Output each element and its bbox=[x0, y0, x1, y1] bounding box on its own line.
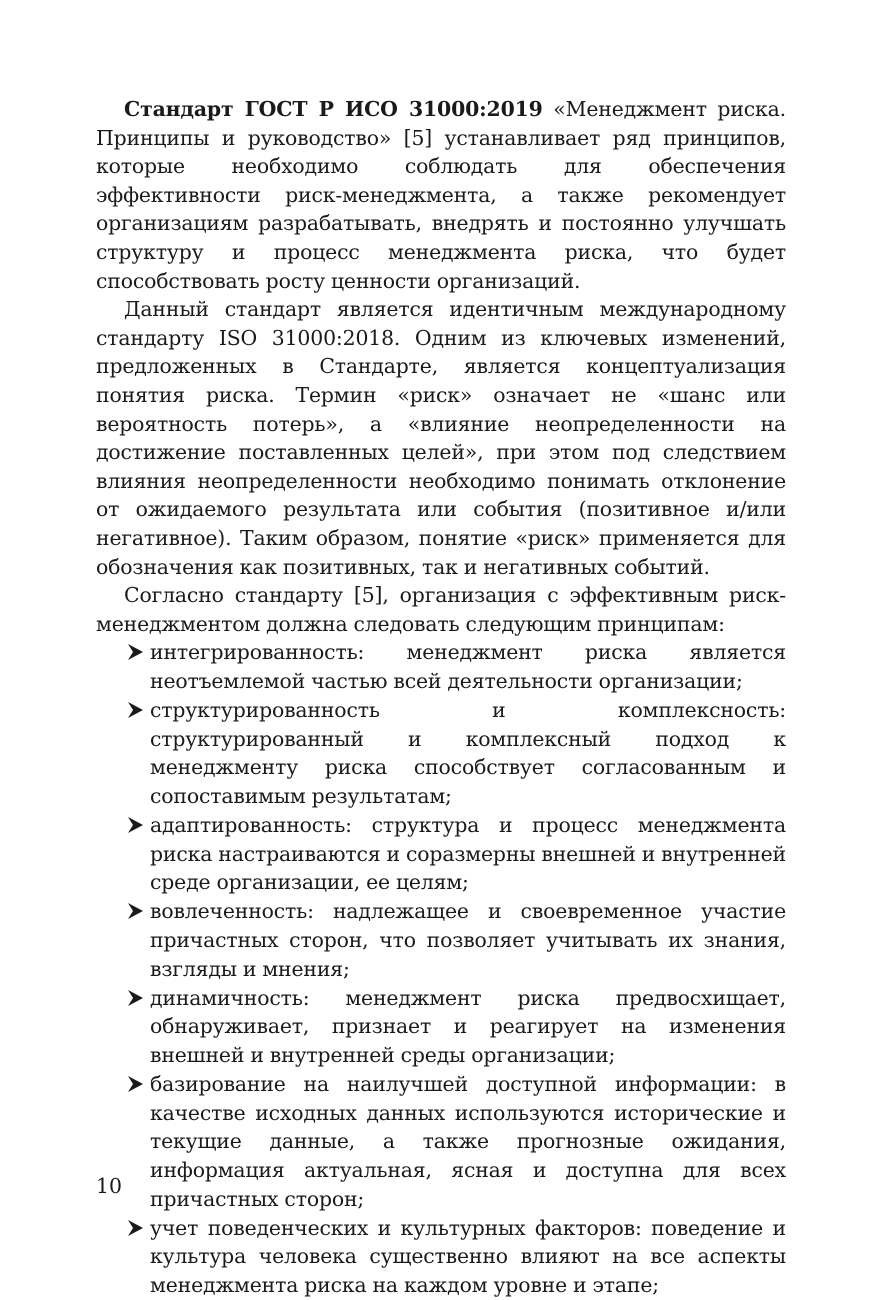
arrowhead-bullet-icon bbox=[126, 701, 146, 719]
principle-text: динамичность: менеджмент риска предвосхищает, обнаруживает, признает и реагирует на изменения внешней и внутренней среды организации; bbox=[150, 985, 786, 1067]
arrowhead-bullet-icon bbox=[126, 989, 146, 1007]
list-item bbox=[96, 638, 786, 695]
list-item bbox=[96, 984, 786, 1070]
paragraph-principles-intro: Согласно стандарту [5], организация с эффективным риск-менеджментом должна следовать следующим принципам: bbox=[96, 583, 786, 636]
principle-text: интегрированность: менеджмент риска является неотъемлемой частью всей деятельности организации; bbox=[150, 640, 786, 693]
principle-text: адаптированность: структура и процесс менеджмента риска настраиваются и соразмерны внешней и внутренней среде организации, ее целям; bbox=[150, 813, 786, 895]
list-item bbox=[96, 811, 786, 897]
standard-title: Стандарт ГОСТ Р ИСО 31000:2019 bbox=[124, 97, 543, 121]
arrowhead-bullet-icon bbox=[126, 902, 146, 920]
arrowhead-bullet-icon bbox=[126, 1075, 146, 1093]
principles-list bbox=[96, 638, 786, 1299]
list-item bbox=[96, 897, 786, 983]
principle-text: учет поведенческих и культурных факторов: поведение и культура человека существенно влияют на все аспекты менеджмента риска на каждом уровне и этапе; bbox=[150, 1215, 786, 1297]
list-item bbox=[96, 696, 786, 810]
list-item bbox=[96, 1214, 786, 1300]
list-item bbox=[96, 1070, 786, 1213]
principle-text: вовлеченность: надлежащее и своевременное участие причастных сторон, что позволяет учитывать их знания, взгляды и мнения; bbox=[150, 899, 786, 981]
paragraph-iso-identity: Данный стандарт является идентичным международному стандарту ISO 31000:2018. Одним из ключевых изменений, предложенных в Стандарте, является концептуализация понятия риска. Термин «риск» означает не «шанс или вероятность потерь», а «влияние неопределенности на достижение поставленных целей», при этом под следствием влияния неопределенности необходимо понимать отклонение от ожидаемого результата или события (позитивное и/или негативное). Таким образом, понятие «риск» применяется для обозначения как позитивных, так и негативных событий. bbox=[96, 297, 786, 579]
arrowhead-bullet-icon bbox=[126, 816, 146, 834]
arrowhead-bullet-icon bbox=[126, 1219, 146, 1237]
paragraph-gost-standard bbox=[96, 95, 786, 295]
page-body bbox=[96, 95, 786, 1300]
page-number: 10 bbox=[96, 1174, 122, 1198]
paragraph-1-text: «Менеджмент риска. Принципы и руководство» [5] устанавливает ряд принципов, которые необходимо соблюдать для обеспечения эффективности риск-менеджмента, а также рекомендует организациям разрабатывать, внедрять и постоянно улучшать структуру и процесс менеджмента риска, что будет способствовать росту ценности организаций. bbox=[96, 97, 786, 293]
arrowhead-bullet-icon bbox=[126, 643, 146, 661]
principle-text: структурированность и комплексность: структурированный и комплексный подход к менеджменту риска способствует согласованным и сопоставимым результатам; bbox=[150, 698, 786, 808]
principle-text: базирование на наилучшей доступной информации: в качестве исходных данных используются исторические и текущие данные, а также прогнозные ожидания, информация актуальная, ясная и доступна для всех причастных сторон; bbox=[150, 1072, 786, 1211]
